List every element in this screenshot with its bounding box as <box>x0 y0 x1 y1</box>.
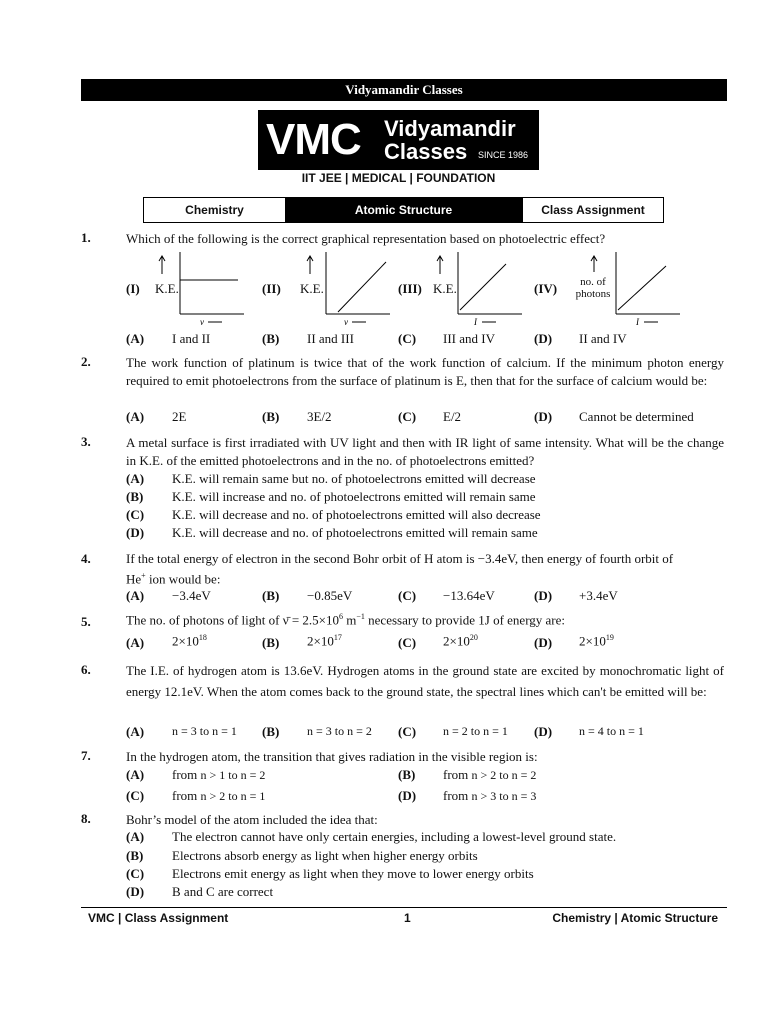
option-key: (D) <box>126 884 145 899</box>
logo-since: SINCE 1986 <box>478 150 529 160</box>
option-key: (B) <box>262 724 280 739</box>
x-label: I <box>474 317 477 327</box>
question-number: 8. <box>81 811 91 826</box>
option-key: (A) <box>126 471 145 486</box>
option-text <box>443 767 536 783</box>
option-text: −0.85eV <box>307 588 353 603</box>
graph-label: (II) <box>262 281 281 296</box>
option-text: I and II <box>172 331 211 346</box>
question-text-b: , then energy of fourth orbit of <box>514 551 674 566</box>
option-key: (A) <box>126 409 145 424</box>
option-key: (B) <box>126 848 144 863</box>
option-key: (A) <box>126 588 145 603</box>
question-text-c: . When the atom comes back to the ground state, the spectral lines which can't be emitted will be: <box>200 684 707 699</box>
question-text <box>126 551 724 567</box>
x-label: v <box>344 317 348 327</box>
option-key: (D) <box>534 331 553 346</box>
graph-ylabel: K.E. <box>300 281 324 296</box>
option-key: (D) <box>534 724 553 739</box>
question-number: 2. <box>81 354 91 369</box>
graph-label: (III) <box>398 281 422 296</box>
question-number: 5. <box>81 614 91 629</box>
option-key: (A) <box>126 724 145 739</box>
question-text-a: The I.E. of hydrogen atom is <box>126 663 280 678</box>
option-key: (D) <box>534 588 553 603</box>
option-text: K.E. will remain same but no. of photoelectrons emitted will decrease <box>172 471 536 486</box>
option-text <box>443 788 536 804</box>
option-text: 2E <box>172 409 187 424</box>
logo-tagline: IIT JEE | MEDICAL | FOUNDATION <box>301 171 496 185</box>
option-text: II and IV <box>579 331 627 346</box>
question-number: 4. <box>81 551 91 566</box>
question-text: In the hydrogen atom, the transition that gives radiation in the visible region is: <box>126 749 538 764</box>
option-base: 2×10 <box>307 633 334 649</box>
question-text-c: of energy are: <box>493 612 566 628</box>
option-text: The electron cannot have only certain energies, including a lowest-level ground state. <box>172 829 617 844</box>
question-text: Bohr’s model of the atom included the idea that: <box>126 812 378 827</box>
option-text <box>579 633 614 649</box>
question-text-b: necessary to provide <box>368 612 476 628</box>
graph-label: (IV) <box>534 281 558 296</box>
option-exp: 20 <box>469 633 478 642</box>
option-key: (A) <box>126 829 145 844</box>
question-text: The work function of platinum is twice that of the work function of calcium. If the minimum photon energy required to emit photoelectrons from the surface of platinum is E, then that for the surface of calcium would be: <box>126 355 724 388</box>
option-key: (B) <box>262 588 280 603</box>
question-number: 6. <box>81 662 91 677</box>
question-text <box>126 612 724 628</box>
option-key: (B) <box>262 331 280 346</box>
graph-ylabel: K.E. <box>433 281 457 296</box>
ie-value: 13.6eV <box>283 663 321 678</box>
graph-iii <box>432 252 522 328</box>
option-key: (C) <box>126 866 145 881</box>
graph-ylabel-line1: no. of <box>580 276 606 288</box>
option-key: (B) <box>262 409 280 424</box>
option-key: (B) <box>398 767 416 782</box>
x-label: I <box>636 317 639 327</box>
option-text: n = 3 to n = 1 <box>172 724 237 738</box>
option-text: Electrons emit energy as light when they move to lower energy orbits <box>172 866 534 881</box>
ion-charge: + <box>141 571 146 580</box>
x-label: v <box>200 317 204 327</box>
question-text <box>126 660 724 702</box>
tab-topic: Atomic Structure <box>285 198 522 222</box>
option-text: Cannot be determined <box>579 409 694 424</box>
logo-line1: Vidyamandir <box>384 116 516 141</box>
question-text-a: If the total energy of electron in the second Bohr orbit of H atom is <box>126 551 475 566</box>
energy-value: 12.1eV <box>164 684 201 699</box>
question-text-line2 <box>126 571 220 587</box>
option-text <box>172 767 265 783</box>
option-text <box>172 788 265 804</box>
wavenumber: ν̄ = 2.5×10 <box>282 612 340 628</box>
option-text: II and III <box>307 331 354 346</box>
question-text-c: ion would be: <box>148 571 221 587</box>
option-text: 3E/2 <box>307 409 332 424</box>
option-exp: 19 <box>605 633 614 642</box>
graph-i <box>158 252 248 328</box>
question-text-b: . Hydrogen atoms in the ground state are excited by monochromatic light of energy <box>126 663 725 699</box>
wavenumber-exp: 6 <box>339 612 344 621</box>
option-key: (C) <box>126 788 145 803</box>
option-key: (B) <box>126 489 144 504</box>
option-key: (A) <box>126 635 145 650</box>
energy-value: −3.4eV <box>477 551 515 566</box>
option-text: B and C are correct <box>172 884 274 899</box>
energy-value: 1J <box>478 612 490 628</box>
option-transition: n > 3 to n = 3 <box>471 789 537 803</box>
graph-ylabel-line2: photons <box>575 288 611 300</box>
option-text: K.E. will decrease and no. of photoelectrons emitted will also decrease <box>172 507 541 522</box>
option-key: (C) <box>126 507 145 522</box>
option-prefix: from <box>172 788 198 803</box>
subject-tabs <box>143 197 664 223</box>
option-text: K.E. will increase and no. of photoelectrons emitted will remain same <box>172 489 536 504</box>
option-key: (C) <box>398 635 417 650</box>
footer-divider <box>81 907 727 908</box>
wavenumber-unit: m <box>346 612 357 628</box>
footer-left: VMC | Class Assignment <box>88 911 229 925</box>
option-key: (D) <box>126 525 145 540</box>
header-bar: Vidyamandir Classes <box>81 79 727 101</box>
option-text: −13.64eV <box>443 588 495 603</box>
option-key: (D) <box>534 409 553 424</box>
data-line <box>338 262 386 312</box>
ion: He <box>126 571 142 587</box>
option-text <box>307 633 342 649</box>
question-number: 3. <box>81 434 91 449</box>
option-prefix: from <box>443 767 469 782</box>
option-base: 2×10 <box>579 633 606 649</box>
logo-mark: VMC <box>266 115 361 164</box>
option-prefix: from <box>443 788 469 803</box>
vmc-logo <box>258 110 539 170</box>
option-text <box>443 633 478 649</box>
option-prefix: from <box>172 767 198 782</box>
graph-label: (I) <box>126 281 140 296</box>
option-text: −3.4eV <box>172 588 211 603</box>
question-number: 1. <box>81 230 91 245</box>
option-key: (C) <box>398 588 417 603</box>
option-key: (C) <box>398 724 417 739</box>
graph-ylabel: K.E. <box>155 281 179 296</box>
option-key: (C) <box>398 409 417 424</box>
data-line <box>618 266 666 310</box>
option-transition: n > 2 to n = 1 <box>200 789 266 803</box>
question-text-a: The no. of photons of light of <box>126 612 280 628</box>
option-text: III and IV <box>443 331 495 346</box>
option-base: 2×10 <box>443 633 470 649</box>
option-base: 2×10 <box>172 633 199 649</box>
option-exp: 17 <box>333 633 342 642</box>
option-key: (D) <box>534 635 553 650</box>
option-key: (A) <box>126 767 145 782</box>
graph-ii <box>302 252 392 328</box>
option-key: (B) <box>262 635 280 650</box>
graph-iv <box>586 252 681 328</box>
question-text: Which of the following is the correct graphical representation based on photoelectric effect? <box>126 231 606 246</box>
option-text: Electrons absorb energy as light when higher energy orbits <box>172 848 478 863</box>
question-text: A metal surface is first irradiated with UV light and then with IR light of same intensity. What will be the change in K.E. of the emitted photoelectrons and in the no. of photoelectrons emitted? <box>126 435 724 468</box>
wavenumber-unit-exp: −1 <box>356 612 365 621</box>
option-key: (C) <box>398 331 417 346</box>
option-transition: n > 1 to n = 2 <box>200 768 266 782</box>
option-text: K.E. will decrease and no. of photoelectrons emitted will remain same <box>172 525 538 540</box>
option-key: (D) <box>398 788 417 803</box>
option-text: n = 4 to n = 1 <box>579 724 644 738</box>
option-key: (A) <box>126 331 145 346</box>
page-number: 1 <box>404 911 411 925</box>
logo-line2: Classes <box>384 139 468 164</box>
tab-type: Class Assignment <box>522 198 663 222</box>
option-text <box>172 633 207 649</box>
option-transition: n > 2 to n = 2 <box>471 768 537 782</box>
footer-right: Chemistry | Atomic Structure <box>552 911 718 925</box>
question-number: 7. <box>81 748 91 763</box>
option-text: +3.4eV <box>579 588 618 603</box>
option-exp: 18 <box>198 633 207 642</box>
data-line <box>460 264 506 310</box>
tab-subject: Chemistry <box>185 203 244 217</box>
option-text: E/2 <box>443 409 462 424</box>
option-text: n = 2 to n = 1 <box>443 724 508 738</box>
option-text: n = 3 to n = 2 <box>307 724 372 738</box>
